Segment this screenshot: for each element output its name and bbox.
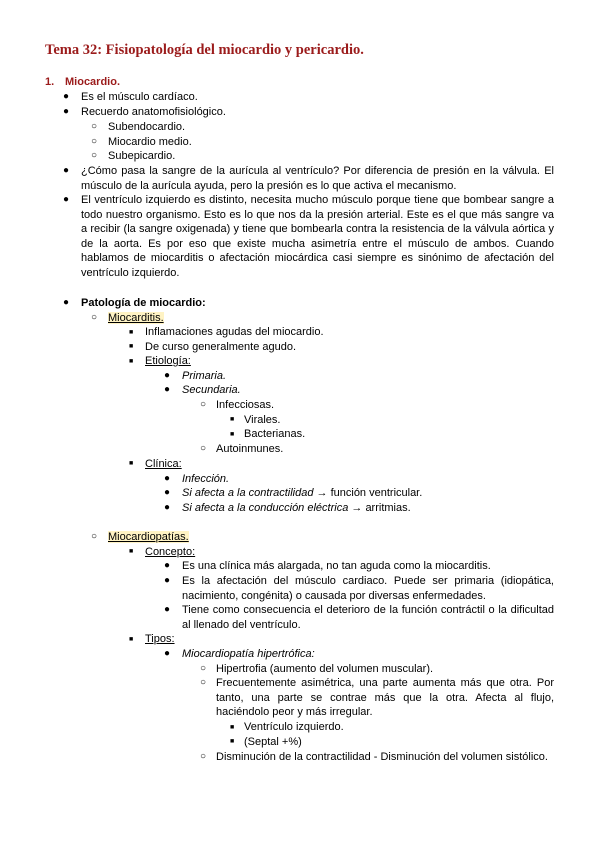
bullet-icon: ●: [63, 91, 70, 102]
square-bullet-icon: ■: [129, 636, 134, 643]
section-number: 1.: [45, 76, 55, 88]
bullet-icon: ●: [164, 560, 171, 571]
bullet-icon: ●: [164, 384, 171, 395]
circle-bullet-icon: ○: [200, 751, 207, 762]
list-item: Miocardio medio.: [108, 136, 192, 148]
square-bullet-icon: ■: [129, 358, 134, 365]
square-bullet-icon: ■: [129, 548, 134, 555]
subheading: Patología de miocardio:: [81, 297, 206, 309]
circle-bullet-icon: ○: [200, 443, 207, 454]
subsection-label: Miocarditis.: [108, 312, 164, 324]
square-bullet-icon: ■: [230, 738, 235, 745]
list-item: Ventrículo izquierdo.: [244, 721, 344, 733]
bullet-icon: ●: [63, 297, 70, 308]
list-item: Recuerdo anatomofisiológico.: [81, 106, 226, 118]
list-item: Subendocardio.: [108, 121, 186, 133]
paragraph: Frecuentemente asimétrica, una parte aumenta más que otra. Por tanto, una parte se contrae más que la otra. Afecta al flujo, haciéndolo peor y más irregular.: [216, 677, 554, 719]
list-label: Tipos:: [145, 633, 175, 645]
page-title: Tema 32: Fisiopatología del miocardio y pericardio.: [45, 42, 364, 58]
list-item: (Septal +%): [244, 736, 302, 748]
list-item: Disminución de la contractilidad - Disminución del volumen sistólico.: [216, 751, 548, 763]
subsection-label: Miocardiopatías.: [108, 531, 189, 543]
bullet-icon: ●: [164, 604, 171, 615]
bullet-icon: ●: [164, 370, 171, 381]
circle-bullet-icon: ○: [91, 531, 98, 542]
circle-bullet-icon: ○: [200, 663, 207, 674]
circle-bullet-icon: ○: [91, 121, 98, 132]
circle-bullet-icon: ○: [200, 677, 207, 688]
list-item: Infección.: [182, 473, 230, 485]
list-item: Infecciosas.: [216, 399, 275, 411]
paragraph: El ventrículo izquierdo es distinto, necesita mucho músculo porque tiene que bombear sangre a todo nuestro organismo. Esto es lo que nos da la presión arterial. Este es el que más sangre va a recibir (la sangre oxigenada) y tiene que bombearla contra la resistencia de la válvula aórtica y de la aorta. Es por eso que existe mucha asimetría entre el músculo de ambos. Cuando hablamos de miocarditis o afectación miocárdica casi siempre es sinónimo de afectación del ventrículo izquierdo.: [81, 194, 554, 279]
bullet-icon: ●: [164, 487, 171, 498]
bullet-icon: ●: [164, 502, 171, 513]
list-item: De curso generalmente agudo.: [145, 341, 297, 353]
bullet-icon: ●: [164, 473, 171, 484]
square-bullet-icon: ■: [230, 724, 235, 731]
circle-bullet-icon: ○: [91, 150, 98, 161]
list-item: Primaria.: [182, 370, 227, 382]
section-label: Miocardio.: [65, 76, 121, 88]
section-heading-miocardio: [45, 76, 120, 88]
square-bullet-icon: ■: [129, 460, 134, 467]
list-item: Secundaria.: [182, 384, 241, 396]
square-bullet-icon: ■: [230, 431, 235, 438]
square-bullet-icon: ■: [129, 329, 134, 336]
list-label: Clínica:: [145, 458, 182, 470]
list-item: Inflamaciones agudas del miocardio.: [145, 326, 324, 338]
list-item: Bacterianas.: [244, 428, 306, 440]
paragraph: Es la afectación del músculo cardiaco. Puede ser primaria (idiopática, nacimiento, congénita) o causada por diversas enfermedades.: [182, 575, 554, 602]
list-item: Subepicardio.: [108, 150, 176, 162]
bullet-icon: ●: [164, 648, 171, 659]
square-bullet-icon: ■: [230, 416, 235, 423]
list-item: Virales.: [244, 414, 281, 426]
bullet-icon: ●: [63, 165, 70, 176]
circle-bullet-icon: ○: [200, 399, 207, 410]
bullet-icon: ●: [63, 194, 70, 205]
list-item: Si afecta a la conducción eléctrica → arritmias.: [182, 502, 411, 514]
list-item: Miocardiopatía hipertrófica:: [182, 648, 315, 660]
list-label: Etiología:: [145, 355, 191, 367]
paragraph: Tiene como consecuencia el deterioro de la función contráctil o la dificultad al llenado del ventrículo.: [182, 604, 554, 631]
list-item: Es una clínica más alargada, no tan aguda como la miocarditis.: [182, 560, 491, 572]
list-item: Si afecta a la contractilidad → función ventricular.: [182, 487, 423, 499]
list-label: Concepto:: [145, 546, 196, 558]
list-item: Es el músculo cardíaco.: [81, 91, 198, 103]
bullet-icon: ●: [63, 106, 70, 117]
list-item: Hipertrofia (aumento del volumen muscular).: [216, 663, 434, 675]
circle-bullet-icon: ○: [91, 136, 98, 147]
paragraph: ¿Cómo pasa la sangre de la aurícula al ventrículo? Por diferencia de presión en la válvula. El músculo de la aurícula ayuda, pero la presión es lo que activa el mecanismo.: [81, 165, 554, 192]
circle-bullet-icon: ○: [91, 312, 98, 323]
bullet-icon: ●: [164, 575, 171, 586]
list-item: Autoinmunes.: [216, 443, 284, 455]
square-bullet-icon: ■: [129, 343, 134, 350]
